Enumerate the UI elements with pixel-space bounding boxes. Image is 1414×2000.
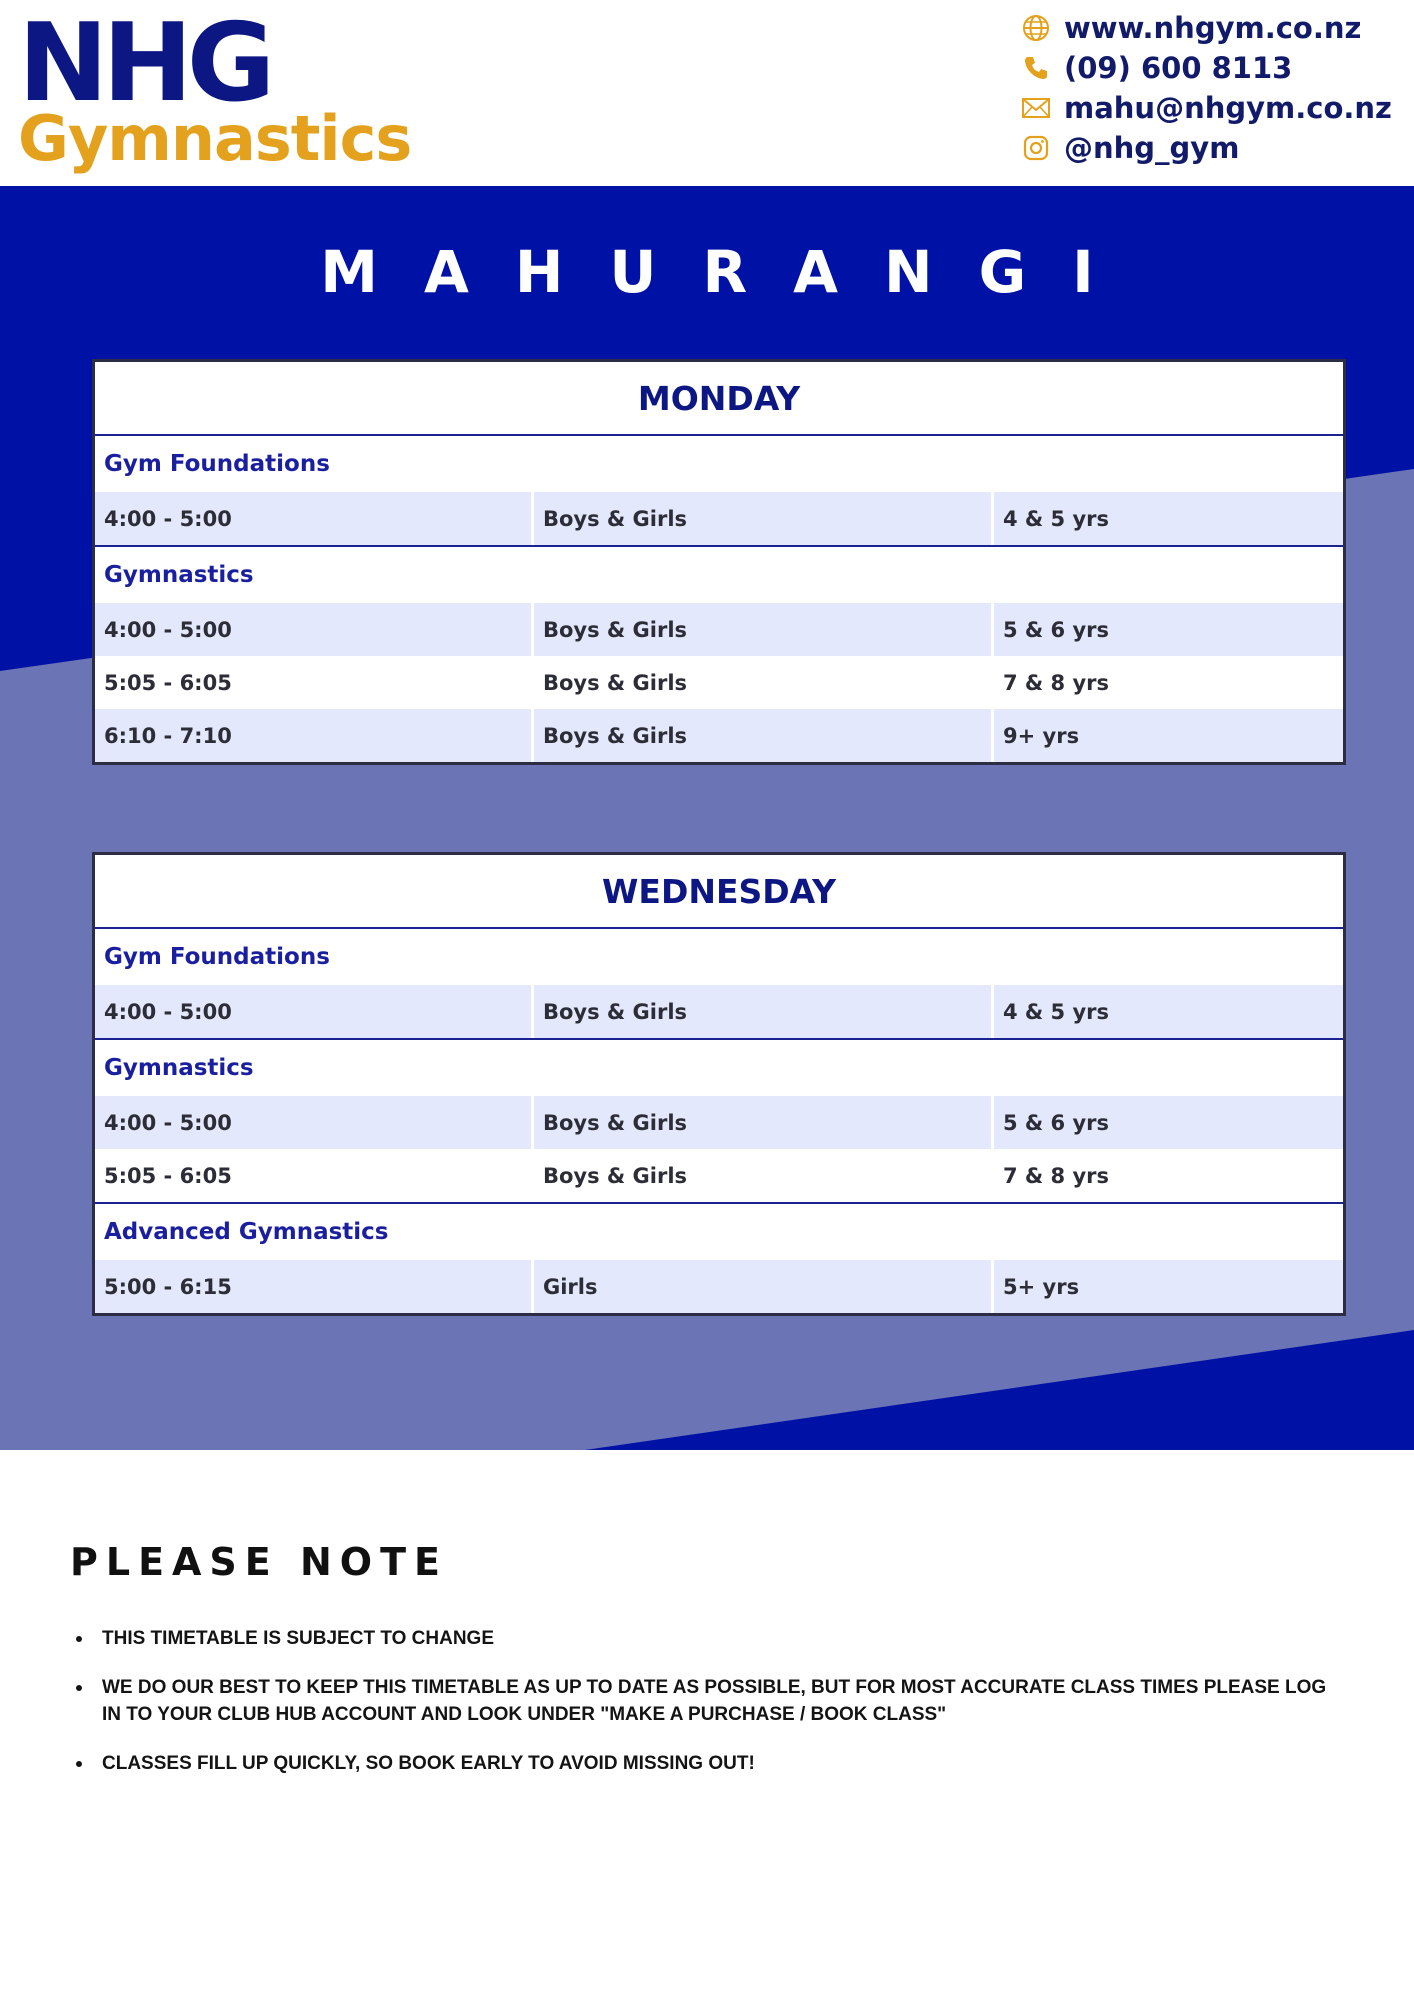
- instagram-icon: [1020, 132, 1052, 164]
- class-ages: 7 & 8 yrs: [991, 656, 1343, 709]
- class-time: 5:00 - 6:15: [104, 1274, 232, 1299]
- class-group: Girls: [531, 1260, 991, 1313]
- class-ages: 5+ yrs: [991, 1260, 1343, 1313]
- contact-phone[interactable]: [1020, 48, 1410, 88]
- section-title: Gymnastics: [95, 1038, 1343, 1096]
- location-title: MAHURANGI: [320, 238, 1140, 306]
- website-text: www.nhgym.co.nz: [1064, 11, 1362, 45]
- class-time: 5:05 - 6:05: [104, 1163, 232, 1188]
- phone-icon: [1020, 52, 1052, 84]
- bullet-icon: [76, 1685, 82, 1691]
- table-row: [95, 656, 1343, 709]
- table-row: [95, 1149, 1343, 1202]
- section-title: Advanced Gymnastics: [95, 1202, 1343, 1260]
- class-ages: 4 & 5 yrs: [991, 492, 1343, 545]
- phone-text: (09) 600 8113: [1064, 51, 1293, 85]
- mail-icon: [1020, 92, 1052, 124]
- nhg-logo: [18, 1, 458, 180]
- class-group: Boys & Girls: [531, 492, 991, 545]
- table-row: [95, 1260, 1343, 1313]
- table-row: [95, 709, 1343, 762]
- notes-heading: PLEASE NOTE: [70, 1540, 448, 1584]
- timetable-band: [0, 186, 1414, 1450]
- table-row: [95, 492, 1343, 545]
- logo-nhg-text: NHG: [18, 1, 270, 126]
- notes-list: [70, 1625, 1350, 1799]
- class-time: 4:00 - 5:00: [104, 617, 232, 642]
- class-group: Boys & Girls: [531, 603, 991, 656]
- logo-gymnastics-text: Gymnastics: [18, 102, 412, 175]
- class-ages: 9+ yrs: [991, 709, 1343, 762]
- table-row: [95, 603, 1343, 656]
- class-group: Boys & Girls: [531, 1096, 991, 1149]
- instagram-text: @nhg_gym: [1064, 131, 1240, 165]
- class-group: Boys & Girls: [531, 709, 991, 762]
- section-title: Gym Foundations: [95, 436, 1343, 492]
- class-time: 4:00 - 5:00: [104, 999, 232, 1024]
- class-ages: 4 & 5 yrs: [991, 985, 1343, 1038]
- table-row: [95, 985, 1343, 1038]
- bullet-icon: [76, 1636, 82, 1642]
- list-item: [70, 1674, 1350, 1728]
- class-time: 6:10 - 7:10: [104, 723, 232, 748]
- class-group: Boys & Girls: [531, 1149, 991, 1202]
- globe-icon: [1020, 12, 1052, 44]
- contact-instagram[interactable]: [1020, 128, 1410, 168]
- class-time: 4:00 - 5:00: [104, 506, 232, 531]
- note-text: THIS TIMETABLE IS SUBJECT TO CHANGE: [102, 1628, 494, 1649]
- class-time: 5:05 - 6:05: [104, 670, 232, 695]
- contact-website[interactable]: [1020, 8, 1410, 48]
- class-group: Boys & Girls: [531, 656, 991, 709]
- contact-email[interactable]: [1020, 88, 1410, 128]
- list-item: [70, 1750, 1350, 1777]
- class-time: 4:00 - 5:00: [104, 1110, 232, 1135]
- list-item: [70, 1625, 1350, 1652]
- section-title: Gym Foundations: [95, 929, 1343, 985]
- section-title: Gymnastics: [95, 545, 1343, 603]
- class-ages: 5 & 6 yrs: [991, 603, 1343, 656]
- note-text: WE DO OUR BEST TO KEEP THIS TIMETABLE AS UP TO DATE AS POSSIBLE, BUT FOR MOST ACCURATE CLASS TIMES PLEASE LOG IN TO YOUR CLUB HUB ACCOUNT AND LOOK UNDER "MAKE A PURCHASE / BOOK CLASS": [102, 1677, 1327, 1725]
- email-text: mahu@nhgym.co.nz: [1064, 91, 1392, 125]
- wednesday-timetable: [92, 852, 1346, 1316]
- class-ages: 7 & 8 yrs: [991, 1149, 1343, 1202]
- day-heading: MONDAY: [95, 362, 1343, 436]
- class-ages: 5 & 6 yrs: [991, 1096, 1343, 1149]
- monday-timetable: [92, 359, 1346, 765]
- table-row: [95, 1096, 1343, 1149]
- contact-info: [1020, 8, 1410, 168]
- day-heading: WEDNESDAY: [95, 855, 1343, 929]
- note-text: CLASSES FILL UP QUICKLY, SO BOOK EARLY TO AVOID MISSING OUT!: [102, 1753, 755, 1774]
- class-group: Boys & Girls: [531, 985, 991, 1038]
- bullet-icon: [76, 1761, 82, 1767]
